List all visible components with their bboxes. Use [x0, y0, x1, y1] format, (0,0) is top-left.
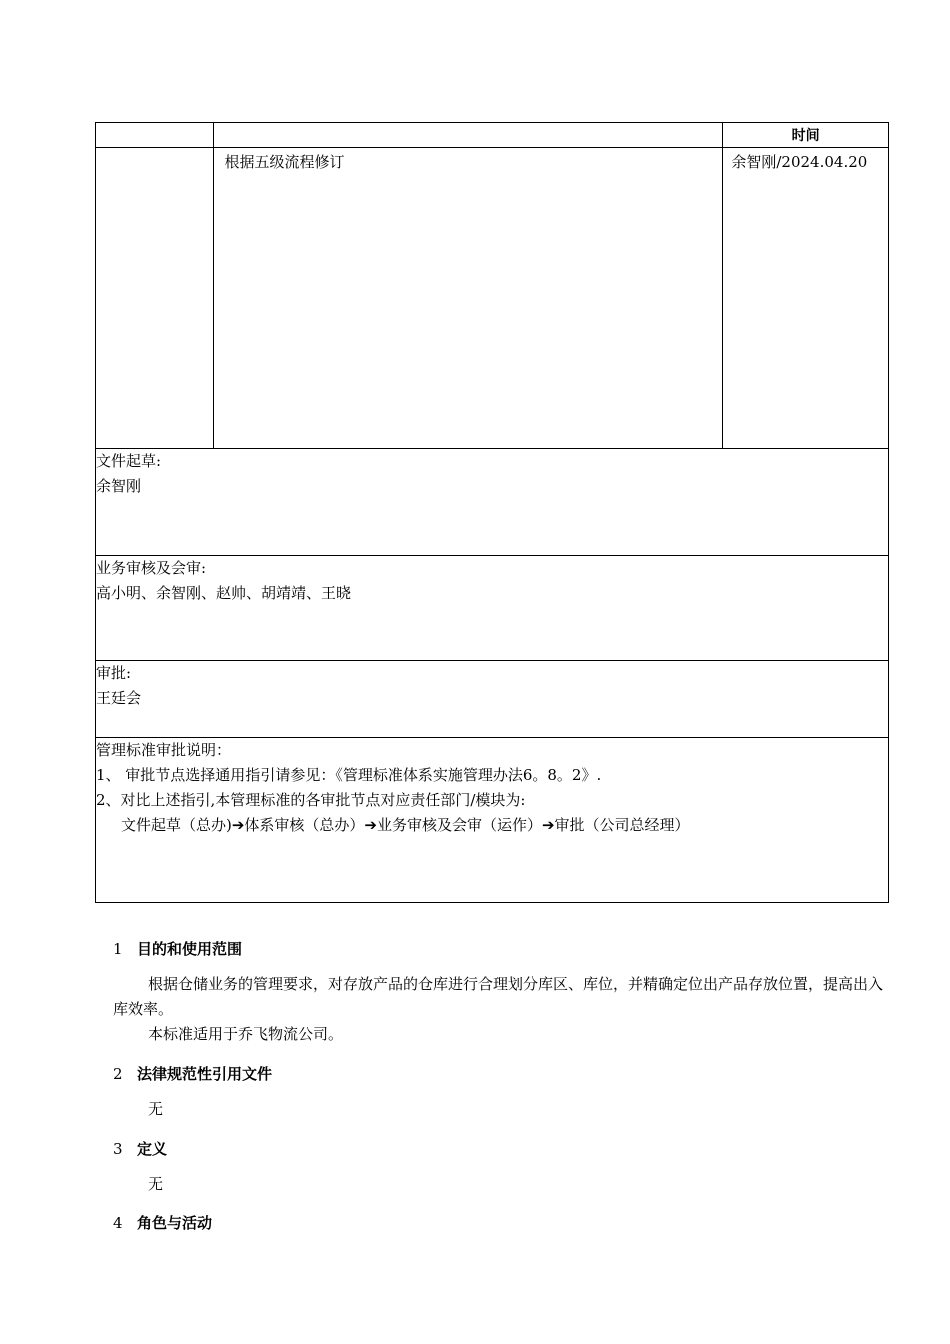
section-4-title: 4 角色与活动 — [113, 1214, 213, 1232]
section-1-paragraph-1: 根据仓储业务的管理要求，对存放产品的仓库进行合理划分库区、库位，并精确定位出产品存放位置，提高出入库效率。 — [113, 975, 884, 1018]
revision-table — [95, 122, 889, 903]
header-cell-blank-1 — [96, 123, 214, 148]
section-1-body — [113, 972, 883, 1047]
approval-notes-flow: 文件起草（总办)➔体系审核（总办）➔业务审核及会审（运作）➔审批（公司总经理） — [121, 816, 690, 834]
revision-table-header — [96, 123, 889, 148]
approval-notes-label: 管理标准审批说明： — [96, 741, 232, 759]
header-time: 时间 — [723, 123, 889, 148]
revision-cell-blank — [96, 148, 214, 449]
draft-names: 余智刚 — [96, 477, 142, 495]
approval-label: 审批: — [96, 664, 132, 682]
review-label: 业务审核及会审: — [96, 559, 207, 577]
approval-names: 王廷会 — [96, 689, 142, 707]
section-1-title: 1 目的和使用范围 — [113, 940, 243, 958]
revision-description: 根据五级流程修订 — [214, 148, 723, 449]
revision-author-date: 余智刚/2024.04.20 — [723, 148, 889, 449]
draft-label: 文件起草: — [96, 452, 162, 470]
revision-row — [96, 148, 889, 449]
section-2-body: 无 — [148, 1100, 164, 1118]
approval-notes-line2: 2、对比上述指引,本管理标准的各审批节点对应责任部门/模块为: — [96, 791, 526, 809]
approval-section — [96, 661, 889, 738]
review-section — [96, 556, 889, 661]
section-3-title: 3 定义 — [113, 1140, 168, 1158]
review-names: 高小明、余智刚、赵帅、胡靖靖、王晓 — [96, 584, 352, 602]
section-1-paragraph-2: 本标准适用于乔飞物流公司。 — [148, 1025, 344, 1043]
header-cell-blank-2 — [214, 123, 723, 148]
section-3-body: 无 — [148, 1175, 164, 1193]
approval-notes-section — [96, 738, 889, 903]
draft-section — [96, 449, 889, 556]
section-2-title: 2 法律规范性引用文件 — [113, 1065, 273, 1083]
approval-notes-line1: 1、 审批节点选择通用指引请参见：《管理标准体系实施管理办法6。8。2》. — [96, 766, 602, 784]
